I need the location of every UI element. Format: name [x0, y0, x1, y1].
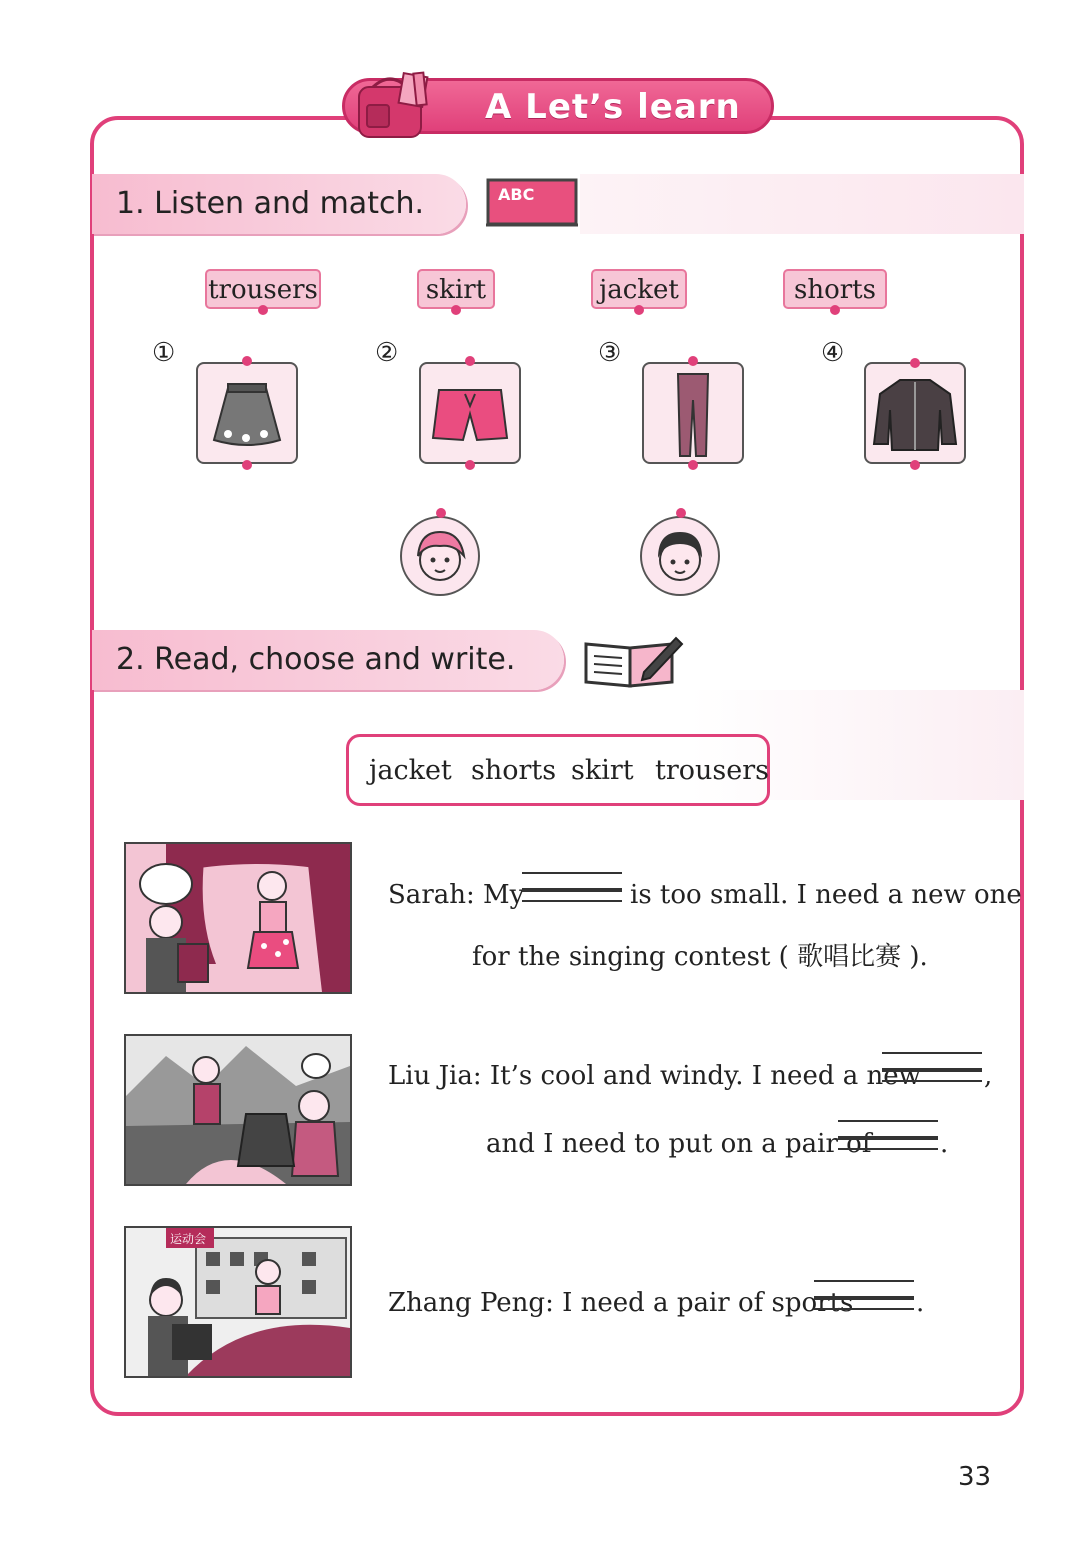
sentence-zhangpeng-line1a: Zhang Peng: I need a pair of sports: [388, 1288, 854, 1318]
match-dot[interactable]: [676, 508, 686, 518]
match-dot[interactable]: [242, 356, 252, 366]
word-tag-jacket[interactable]: jacket: [591, 269, 687, 309]
word-tag-trousers[interactable]: trousers: [205, 269, 321, 309]
trousers-icon: [644, 364, 742, 462]
picture-box-2: [419, 362, 521, 464]
sentence-liujia-line1a: Liu Jia: It’s cool and windy. I need a new: [388, 1061, 921, 1091]
scene-liu-jia: [124, 1034, 352, 1186]
picture-number: ③: [598, 338, 622, 368]
windy-mountain-illustration: [126, 1036, 350, 1184]
boy-face: [640, 516, 720, 596]
picture-box-4: [864, 362, 966, 464]
word-bank-item: jacket: [369, 755, 452, 786]
picture-number: ④: [821, 338, 845, 368]
word-bank-item: skirt: [571, 755, 634, 786]
schoolbag-icon: [345, 69, 465, 143]
answer-blank-3[interactable]: [838, 1136, 938, 1150]
sports-meet-sign: 运动会: [170, 1232, 207, 1246]
page-number: 33: [958, 1462, 992, 1492]
girl-face: [400, 516, 480, 596]
boy-face-icon: [642, 518, 718, 594]
picture-box-3: [642, 362, 744, 464]
picture-box-1: [196, 362, 298, 464]
abc-label: ABC: [498, 185, 535, 204]
sentence-liujia-line1b: ,: [984, 1061, 993, 1091]
word-tag-shorts[interactable]: shorts: [783, 269, 887, 309]
shorts-icon: [421, 364, 519, 462]
sports-meet-illustration: [126, 1228, 350, 1376]
sentence-liujia-line2b: .: [940, 1129, 949, 1159]
sentence-sarah-line1b: is too small. I need a new one: [630, 880, 1022, 910]
match-dot[interactable]: [465, 460, 475, 470]
answer-blank-1[interactable]: [522, 888, 622, 902]
answer-blank-2[interactable]: [882, 1068, 982, 1082]
scene-sarah: [124, 842, 352, 994]
scene-zhang-peng: [124, 1226, 352, 1378]
word-tag-skirt[interactable]: skirt: [417, 269, 495, 309]
jacket-icon: [866, 364, 964, 462]
section-1-heading: 1. Listen and match.: [92, 174, 466, 234]
match-dot[interactable]: [634, 305, 644, 315]
picture-number: ①: [152, 338, 176, 368]
sentence-zhangpeng-line1b: .: [916, 1288, 925, 1318]
match-dot[interactable]: [830, 305, 840, 315]
sentence-sarah-line2: for the singing contest ( 歌唱比赛 ).: [472, 942, 928, 972]
stage-scene-illustration: [126, 844, 350, 992]
book-pencil-icon: [582, 634, 684, 690]
match-dot[interactable]: [465, 356, 475, 366]
match-dot[interactable]: [910, 358, 920, 368]
heading-fade-band: [580, 174, 1024, 234]
match-dot[interactable]: [242, 460, 252, 470]
match-dot[interactable]: [688, 356, 698, 366]
match-dot[interactable]: [436, 508, 446, 518]
match-dot[interactable]: [910, 460, 920, 470]
answer-blank-4[interactable]: [814, 1296, 914, 1310]
word-bank-item: shorts: [471, 755, 557, 786]
girl-face-icon: [402, 518, 478, 594]
skirt-icon: [198, 364, 296, 462]
match-dot[interactable]: [451, 305, 461, 315]
word-bank-item: trousers: [655, 755, 769, 786]
picture-number: ②: [375, 338, 399, 368]
section-2-heading: 2. Read, choose and write.: [92, 630, 564, 690]
word-bank: [346, 734, 770, 806]
abc-board-icon: [486, 178, 578, 228]
match-dot[interactable]: [258, 305, 268, 315]
sentence-liujia-line2a: and I need to put on a pair of: [486, 1129, 872, 1159]
title-banner: [342, 78, 774, 134]
page-title: A Let’s learn: [485, 87, 741, 127]
sentence-sarah-line1a: Sarah: My: [388, 880, 525, 910]
match-dot[interactable]: [688, 460, 698, 470]
